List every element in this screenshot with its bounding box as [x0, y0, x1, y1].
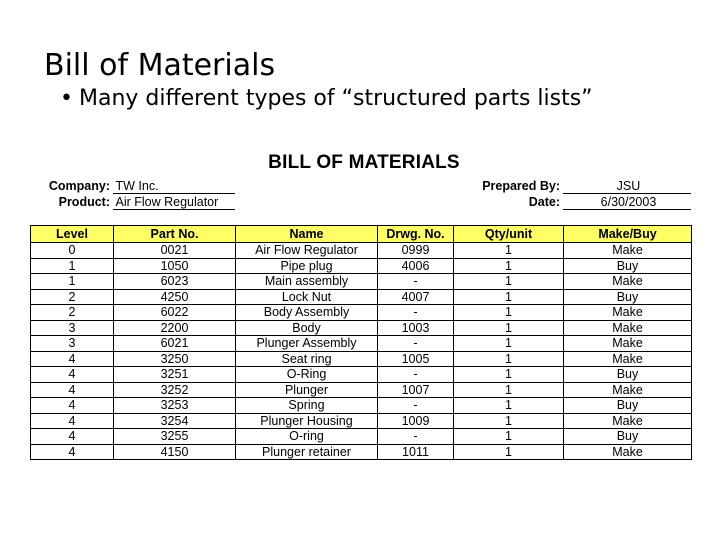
cell-qty-unit: 1 — [454, 258, 564, 274]
cell-level: 3 — [31, 320, 114, 336]
cell-drwg-no: - — [378, 336, 454, 352]
cell-make-buy: Make — [564, 320, 692, 336]
cell-name: Air Flow Regulator — [236, 243, 378, 259]
product-value: Air Flow Regulator — [113, 195, 235, 210]
table-row — [31, 305, 692, 321]
cell-level: 0 — [31, 243, 114, 259]
cell-drwg-no: 1009 — [378, 413, 454, 429]
cell-qty-unit: 1 — [454, 382, 564, 398]
cell-name: Plunger retainer — [236, 444, 378, 460]
cell-name: Pipe plug — [236, 258, 378, 274]
cell-qty-unit: 1 — [454, 351, 564, 367]
product-row — [30, 195, 235, 210]
cell-part-no: 6021 — [114, 336, 236, 352]
cell-part-no: 3255 — [114, 429, 236, 445]
cell-qty-unit: 1 — [454, 289, 564, 305]
table-row — [31, 336, 692, 352]
cell-part-no: 6022 — [114, 305, 236, 321]
cell-level: 4 — [31, 367, 114, 383]
table-row — [31, 274, 692, 290]
cell-part-no: 2200 — [114, 320, 236, 336]
cell-drwg-no: 1003 — [378, 320, 454, 336]
cell-qty-unit: 1 — [454, 413, 564, 429]
cell-drwg-no: 0999 — [378, 243, 454, 259]
date-label: Date: — [528, 195, 560, 209]
bullet-dot-icon: • — [60, 86, 73, 111]
cell-name: Lock Nut — [236, 289, 378, 305]
cell-drwg-no: - — [378, 305, 454, 321]
cell-level: 1 — [31, 258, 114, 274]
header-qty-unit: Qty/unit — [454, 226, 564, 243]
cell-drwg-no: 1007 — [378, 382, 454, 398]
cell-make-buy: Make — [564, 274, 692, 290]
cell-part-no: 1050 — [114, 258, 236, 274]
cell-name: Spring — [236, 398, 378, 414]
cell-part-no: 3253 — [114, 398, 236, 414]
cell-drwg-no: 1011 — [378, 444, 454, 460]
table-row — [31, 382, 692, 398]
header-level: Level — [31, 226, 114, 243]
cell-make-buy: Make — [564, 243, 692, 259]
cell-drwg-no: - — [378, 274, 454, 290]
prepared-by-label: Prepared By: — [482, 179, 560, 193]
table-row — [31, 367, 692, 383]
cell-qty-unit: 1 — [454, 444, 564, 460]
cell-level: 4 — [31, 382, 114, 398]
cell-make-buy: Buy — [564, 258, 692, 274]
cell-drwg-no: 1005 — [378, 351, 454, 367]
date-row — [460, 195, 691, 210]
cell-level: 4 — [31, 351, 114, 367]
cell-name: O-ring — [236, 429, 378, 445]
cell-make-buy: Make — [564, 413, 692, 429]
company-row — [30, 179, 235, 194]
cell-qty-unit: 1 — [454, 398, 564, 414]
table-row — [31, 444, 692, 460]
cell-part-no: 4150 — [114, 444, 236, 460]
cell-qty-unit: 1 — [454, 243, 564, 259]
cell-qty-unit: 1 — [454, 336, 564, 352]
table-header-row — [31, 226, 692, 243]
cell-name: Plunger Housing — [236, 413, 378, 429]
cell-name: Plunger Assembly — [236, 336, 378, 352]
cell-qty-unit: 1 — [454, 320, 564, 336]
table-row — [31, 289, 692, 305]
cell-name: Plunger — [236, 382, 378, 398]
cell-part-no: 3252 — [114, 382, 236, 398]
table-row — [31, 320, 692, 336]
slide-title: Bill of Materials — [44, 48, 276, 83]
prepared-by-row — [460, 179, 691, 194]
cell-name: Main assembly — [236, 274, 378, 290]
table-row — [31, 429, 692, 445]
cell-level: 4 — [31, 398, 114, 414]
bullet-point — [60, 86, 593, 111]
company-value: TW Inc. — [113, 179, 235, 194]
product-label: Product: — [58, 195, 110, 209]
company-label: Company: — [48, 179, 110, 193]
cell-level: 1 — [31, 274, 114, 290]
table-row — [31, 351, 692, 367]
cell-make-buy: Buy — [564, 429, 692, 445]
cell-make-buy: Make — [564, 444, 692, 460]
cell-qty-unit: 1 — [454, 429, 564, 445]
cell-drwg-no: 4006 — [378, 258, 454, 274]
bom-table-body — [31, 243, 692, 460]
cell-name: Body Assembly — [236, 305, 378, 321]
cell-name: O-Ring — [236, 367, 378, 383]
cell-drwg-no: 4007 — [378, 289, 454, 305]
cell-qty-unit: 1 — [454, 305, 564, 321]
cell-qty-unit: 1 — [454, 274, 564, 290]
cell-name: Body — [236, 320, 378, 336]
cell-make-buy: Buy — [564, 289, 692, 305]
cell-part-no: 0021 — [114, 243, 236, 259]
bom-title: BILL OF MATERIALS — [268, 152, 460, 173]
cell-part-no: 3254 — [114, 413, 236, 429]
cell-make-buy: Make — [564, 336, 692, 352]
cell-level: 2 — [31, 289, 114, 305]
header-drwg-no: Drwg. No. — [378, 226, 454, 243]
cell-drwg-no: - — [378, 429, 454, 445]
header-name: Name — [236, 226, 378, 243]
cell-part-no: 6023 — [114, 274, 236, 290]
bom-table — [30, 225, 692, 460]
cell-part-no: 3251 — [114, 367, 236, 383]
cell-make-buy: Make — [564, 382, 692, 398]
cell-level: 4 — [31, 444, 114, 460]
cell-level: 3 — [31, 336, 114, 352]
cell-level: 4 — [31, 429, 114, 445]
header-part-no: Part No. — [114, 226, 236, 243]
cell-part-no: 3250 — [114, 351, 236, 367]
cell-make-buy: Make — [564, 305, 692, 321]
cell-make-buy: Buy — [564, 398, 692, 414]
cell-drwg-no: - — [378, 398, 454, 414]
date-value: 6/30/2003 — [563, 195, 691, 210]
cell-qty-unit: 1 — [454, 367, 564, 383]
cell-level: 4 — [31, 413, 114, 429]
cell-name: Seat ring — [236, 351, 378, 367]
header-make-buy: Make/Buy — [564, 226, 692, 243]
cell-part-no: 4250 — [114, 289, 236, 305]
prepared-by-value: JSU — [563, 179, 691, 194]
cell-level: 2 — [31, 305, 114, 321]
table-row — [31, 258, 692, 274]
cell-make-buy: Make — [564, 351, 692, 367]
bullet-text: Many different types of “structured parts lists” — [78, 86, 593, 111]
table-row — [31, 413, 692, 429]
table-row — [31, 243, 692, 259]
cell-drwg-no: - — [378, 367, 454, 383]
cell-make-buy: Buy — [564, 367, 692, 383]
table-row — [31, 398, 692, 414]
